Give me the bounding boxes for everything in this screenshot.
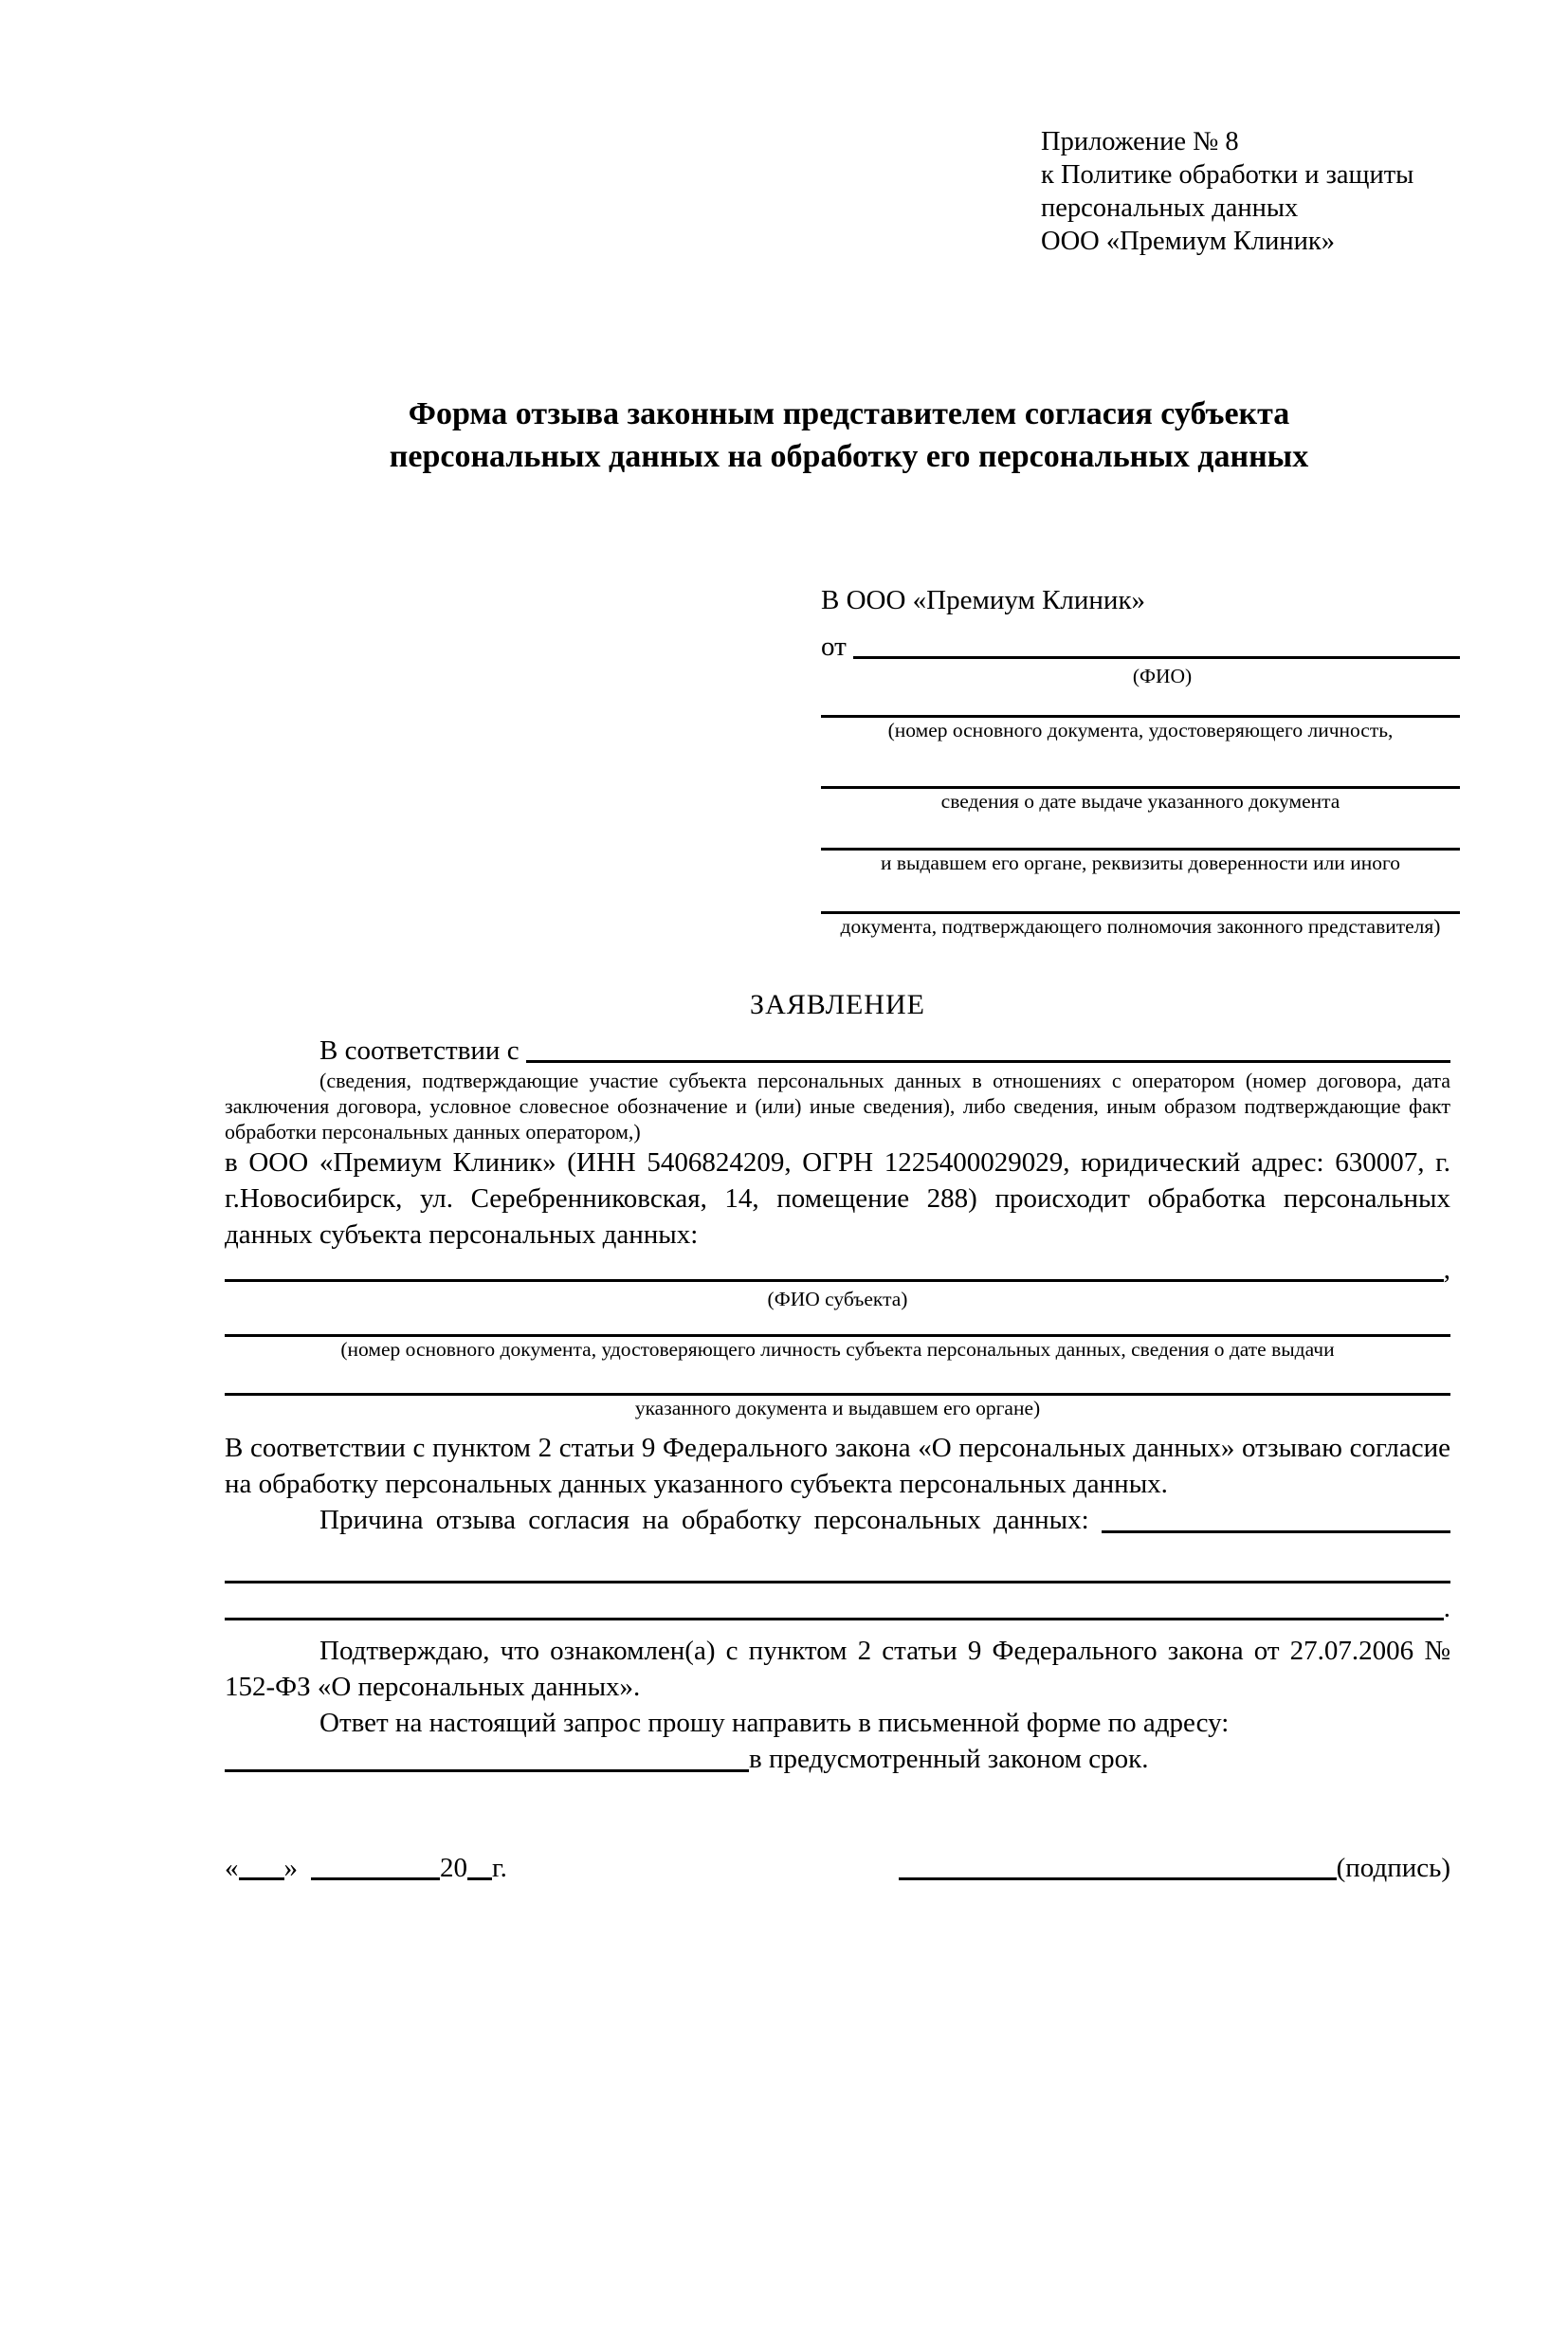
reason-blank-line-3	[225, 1618, 1444, 1620]
document-title	[225, 393, 1473, 478]
blank-caption: сведения о дате выдаче указанного документа	[940, 790, 1340, 813]
open-quote: «	[225, 1853, 239, 1883]
subject-fio-row	[225, 1253, 1450, 1287]
reason-row	[225, 1502, 1450, 1538]
reply-paragraph: Ответ на настоящий запрос прошу направить в письменной форме по адресу:	[319, 1708, 1230, 1738]
signature-caption: (подпись)	[1336, 1853, 1450, 1883]
appendix-line: ООО «Премиум Клиник»	[1041, 227, 1336, 256]
document-title-line: Форма отзыва законным представителем согласия субъекта	[408, 396, 1290, 431]
appendix-line: персональных данных	[1041, 193, 1299, 223]
subject-document-caption-2: указанного документа и выдавшем его органе)	[634, 1397, 1041, 1419]
reply-address-blank-line	[225, 1769, 749, 1772]
confirm-paragraph: Подтверждаю, что ознакомлен(а) с пунктом 2 статьи 9 Федерального закона от 27.07.2006 № 152-ФЗ «О персональных данных».	[225, 1636, 1450, 1702]
operator-paragraph: в ООО «Премиум Клиник» (ИНН 5406824209, ОГРН 1225400029029, юридический адрес: 630007, г. г.Новосибирск, ул. Серебренниковская, 14, помещение 288) происходит обработка персональных данных субъекта персональных данных:	[225, 1147, 1450, 1250]
subject-fio-blank-line	[225, 1279, 1444, 1282]
recipient-block	[821, 584, 1460, 939]
from-row	[821, 631, 1460, 664]
reason-prefix: Причина отзыва согласия на обработку персональных данных:	[319, 1505, 1102, 1535]
reason-blank-line	[1102, 1530, 1450, 1533]
withdrawal-paragraph: В соответствии с пунктом 2 статьи 9 Федерального закона «О персональных данных» отзываю согласие на обработку персональных данных указанного субъекта персональных данных.	[225, 1433, 1450, 1499]
blank-caption: (номер основного документа, удостоверяющего личность,	[887, 719, 1394, 741]
statement-heading: ЗАЯВЛЕНИЕ	[750, 989, 925, 1020]
reply-address-row	[225, 1741, 1450, 1777]
day-blank-line	[239, 1877, 284, 1880]
recipient-organization: В ООО «Премиум Клиник»	[821, 585, 1146, 615]
signature-footer	[225, 1851, 1450, 1885]
signature-blank-line	[899, 1877, 1337, 1880]
fio-blank-line	[853, 656, 1460, 659]
from-label: от	[821, 632, 854, 662]
appendix-header	[1041, 125, 1486, 258]
document-page	[0, 125, 1568, 2343]
reply-suffix: в предусмотренный законом срок.	[749, 1744, 1149, 1774]
intro-prefix: В соответствии с	[319, 1035, 526, 1066]
statement-body	[225, 1034, 1450, 1885]
document-title-line: персональных данных на обработку его персональных данных	[389, 439, 1309, 474]
date-field	[225, 1851, 507, 1885]
blank-caption: документа, подтверждающего полномочия законного представителя)	[840, 915, 1441, 938]
blank-caption: и выдавшем его органе, реквизиты доверенности или иного	[881, 851, 1400, 874]
intro-row	[225, 1034, 1450, 1068]
subject-document-caption: (номер основного документа, удостоверяющего личность субъекта персональных данных, сведения о дате выдачи	[340, 1338, 1335, 1361]
comma-suffix: ,	[1443, 1254, 1450, 1285]
period-suffix: .	[1443, 1593, 1450, 1623]
month-blank-line	[311, 1877, 440, 1880]
relation-details-blank-line	[526, 1060, 1450, 1063]
signature-field	[899, 1851, 1450, 1885]
year-suffix: г.	[492, 1853, 507, 1883]
reason-blank-row-3	[225, 1591, 1450, 1625]
intro-caption: (сведения, подтверждающие участие субъекта персональных данных в отношениях с оператором (номер договора, дата заключения договора, условное словесное обозначение и (или) иные сведения), либо сведения, иным образом подтверждающие факт обработки персональных данных оператором,)	[225, 1069, 1450, 1144]
year-prefix: 20	[440, 1853, 467, 1883]
year-blank-line	[467, 1877, 492, 1880]
fio-caption: (ФИО)	[1132, 665, 1193, 687]
reason-blank-line-2	[225, 1581, 1450, 1583]
appendix-line: Приложение № 8	[1041, 127, 1239, 156]
subject-fio-caption: (ФИО субъекта)	[767, 1288, 908, 1310]
close-quote: »	[283, 1853, 298, 1883]
appendix-line: к Политике обработки и защиты	[1041, 160, 1414, 190]
